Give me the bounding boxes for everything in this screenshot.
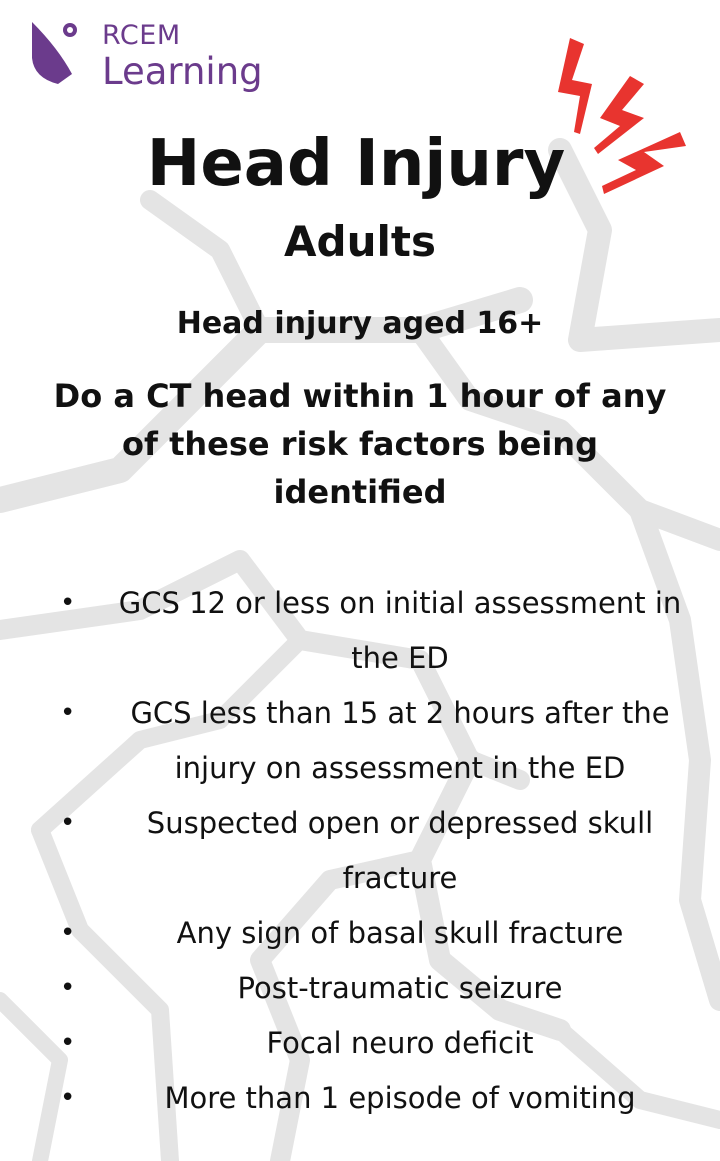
bullet-icon: • — [60, 1083, 76, 1113]
risk-factor-list — [40, 576, 700, 1126]
risk-factor-item — [40, 796, 700, 906]
age-criteria: Head injury aged 16+ — [176, 306, 544, 341]
bullet-icon: • — [60, 698, 76, 728]
risk-factor-text: Post-traumatic seizure — [237, 971, 563, 1005]
risk-factor-text: GCS less than 15 at 2 hours after the injury on assessment in the ED — [130, 696, 670, 785]
page-title: Head Injury — [146, 127, 566, 201]
bullet-icon: • — [60, 918, 76, 948]
risk-factor-item — [40, 1071, 700, 1126]
bullet-icon: • — [60, 808, 76, 838]
risk-factor-item — [40, 1016, 700, 1071]
page-subtitle: Adults — [284, 217, 436, 266]
logo-text-learning: Learning — [102, 50, 263, 93]
bullet-icon: • — [60, 588, 76, 618]
risk-factor-item — [40, 961, 700, 1016]
risk-factor-item — [40, 906, 700, 961]
risk-factor-text: Any sign of basal skull fracture — [176, 916, 624, 950]
ct-instruction: Do a CT head within 1 hour of any of these risk factors being identified — [53, 377, 667, 511]
risk-factor-item — [40, 576, 700, 686]
risk-factor-text: Suspected open or depressed skull fracture — [146, 806, 654, 895]
risk-factor-text: GCS 12 or less on initial assessment in the ED — [118, 586, 682, 675]
logo-text-rcem: RCEM — [102, 20, 181, 51]
risk-factor-text: More than 1 episode of vomiting — [164, 1081, 636, 1115]
risk-factor-text: Focal neuro deficit — [266, 1026, 534, 1060]
risk-factor-item — [40, 686, 700, 796]
bullet-icon: • — [60, 1028, 76, 1058]
rcem-logo[interactable] — [28, 18, 268, 98]
bullet-icon: • — [60, 973, 76, 1003]
rcem-leaf-logo-icon — [28, 18, 98, 88]
